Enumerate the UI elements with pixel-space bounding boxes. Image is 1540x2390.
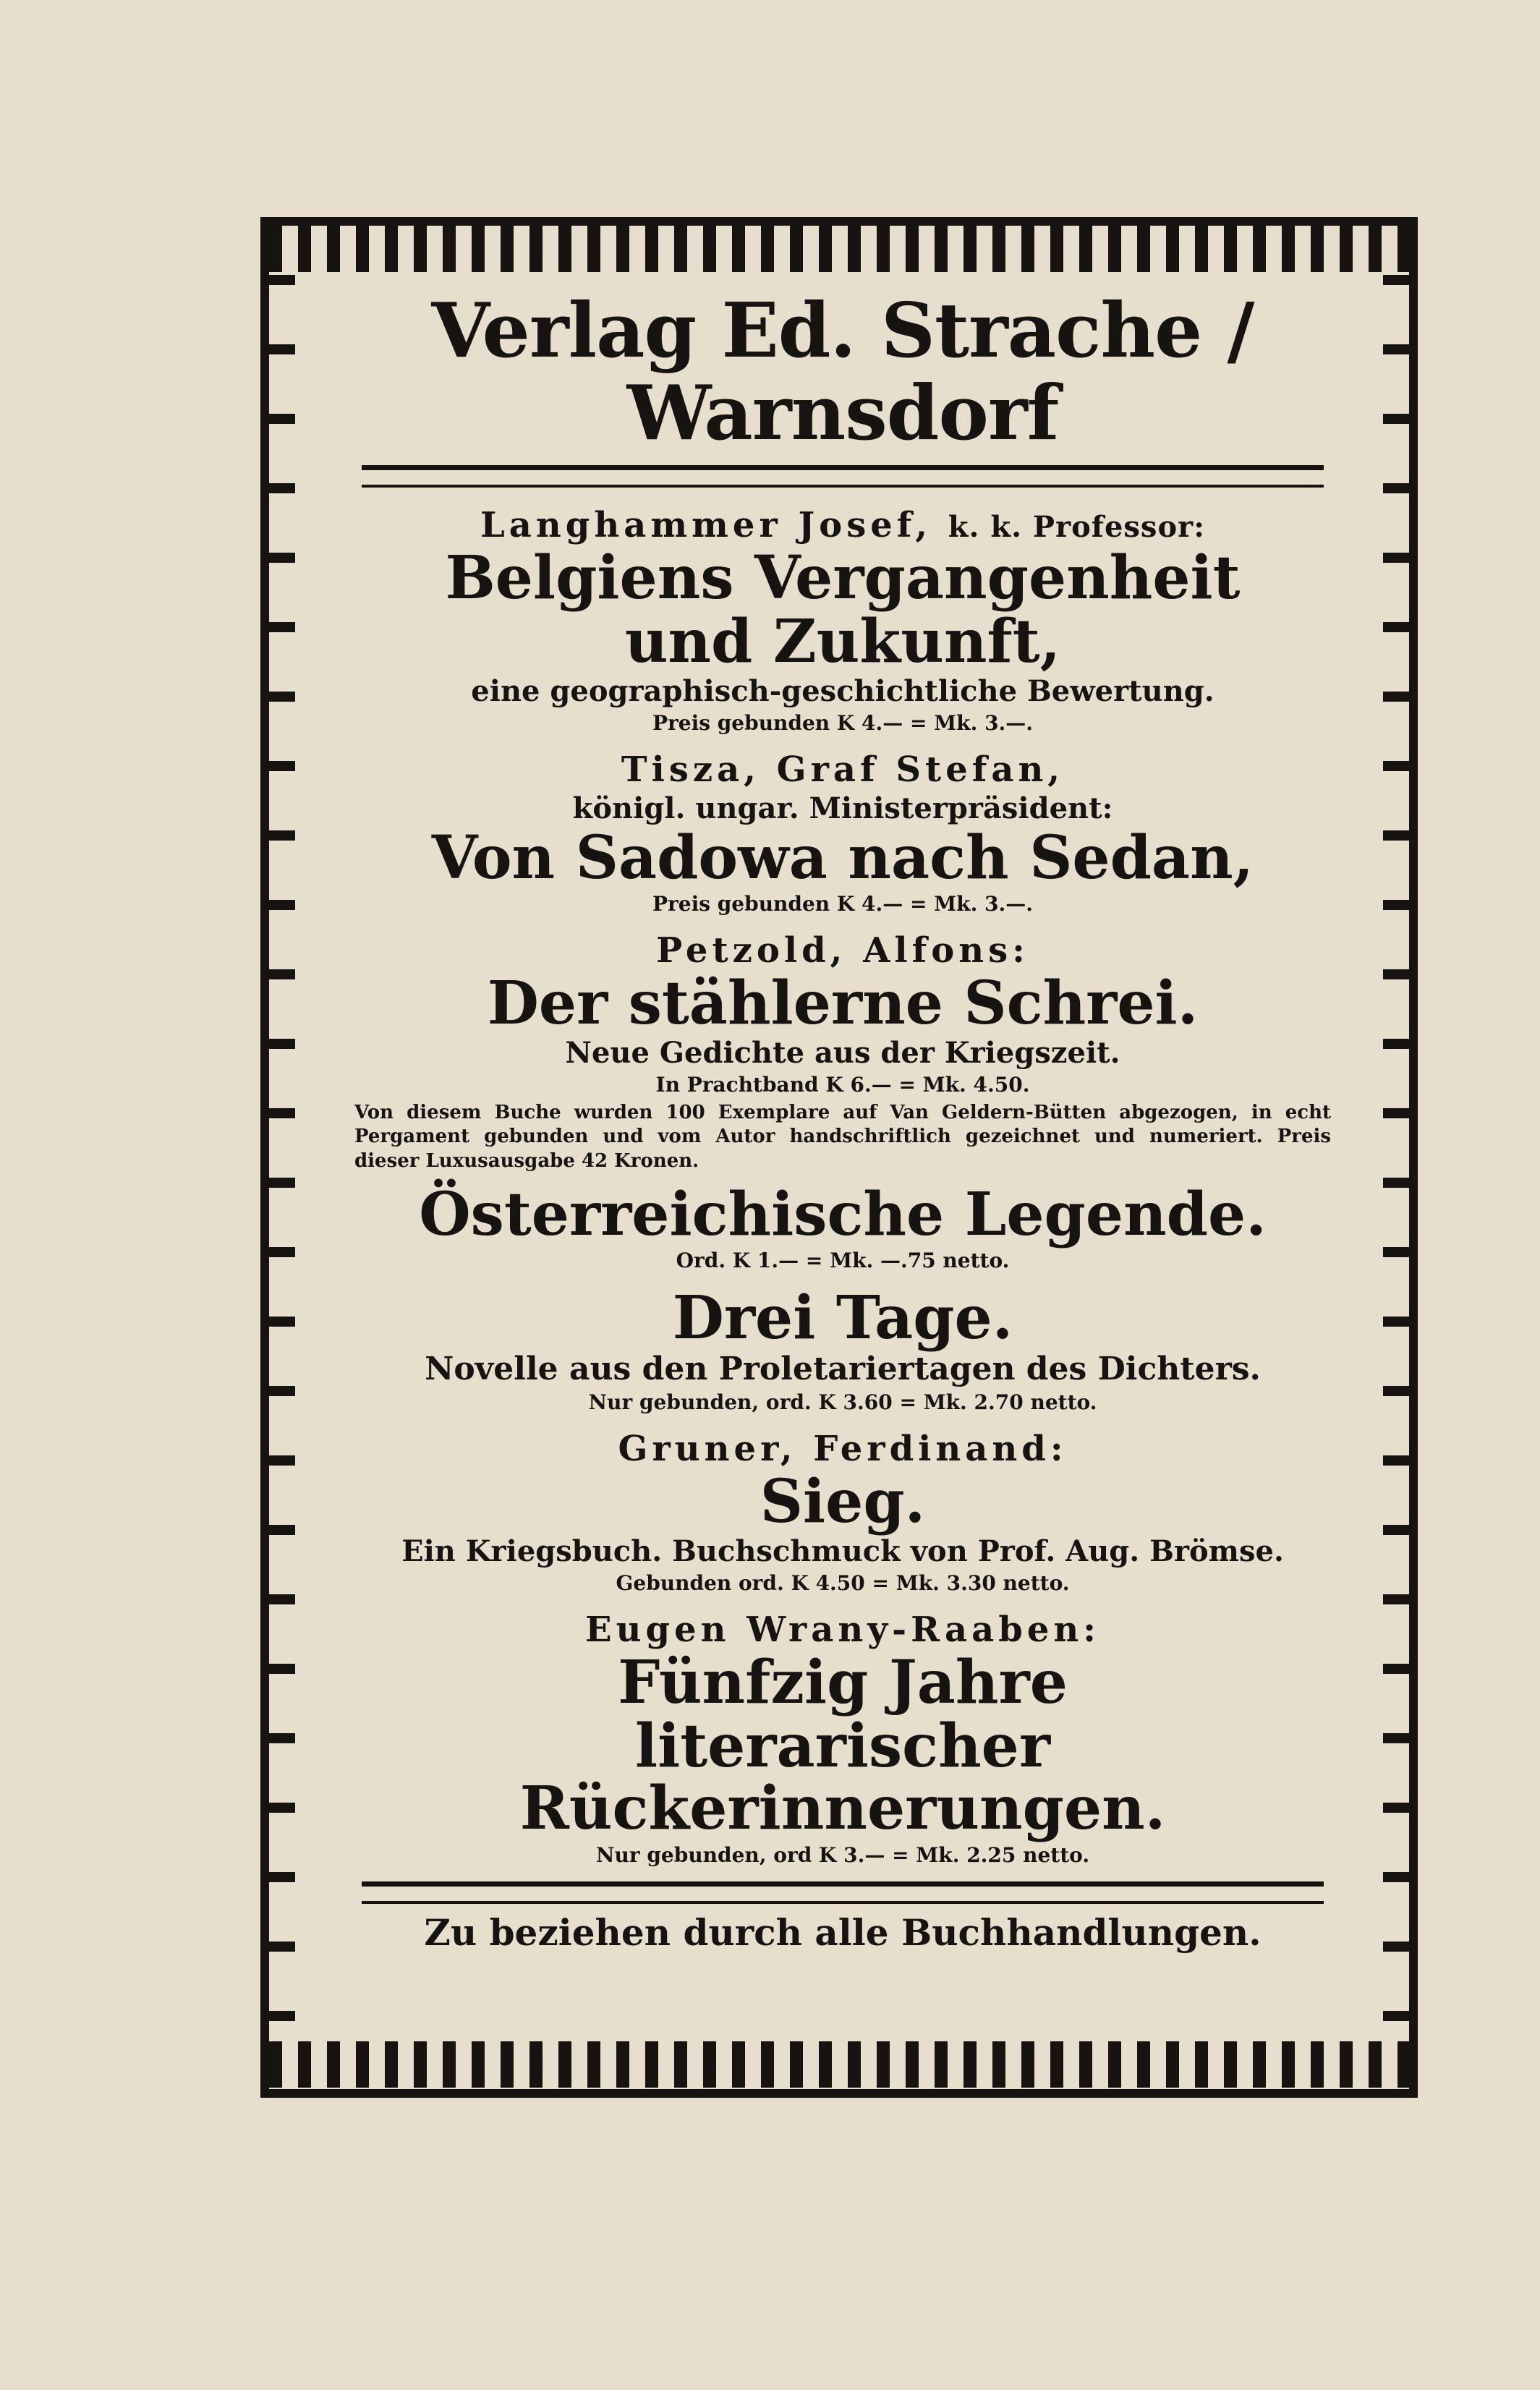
book-title: Drei Tage. bbox=[672, 1283, 1013, 1353]
book-entry bbox=[333, 930, 1353, 1173]
book-title: Sieg. bbox=[760, 1467, 926, 1537]
book-entry bbox=[333, 1429, 1353, 1595]
book-entry bbox=[333, 1609, 1353, 1866]
double-rule bbox=[362, 1881, 1324, 1904]
book-title: und Zukunft, bbox=[624, 606, 1061, 676]
author: Tisza, Graf Stefan, bbox=[621, 749, 1065, 790]
book-title: literarischer Rückerinnerungen. bbox=[519, 1711, 1166, 1844]
author: Gruner, Ferdinand: bbox=[618, 1429, 1068, 1470]
author: Langhammer Josef, k. k. Professor: bbox=[480, 504, 1205, 545]
author: Eugen Wrany-Raaben: bbox=[585, 1609, 1100, 1651]
edition-note: Von diesem Buche wurden 100 Exemplare auf Van Geldern-Bütten abgezogen, in echt Pergament gebunden und vom Autor handschriftlich gezeichnet und numeriert. Preis dieser Luxusausgabe 42 Kronen. bbox=[354, 1102, 1331, 1172]
book-price: Ord. K 1.— = Mk. —.75 netto. bbox=[676, 1249, 1010, 1273]
book-subtitle: eine geographisch-geschichtliche Bewertung. bbox=[471, 673, 1214, 708]
book-subtitle: Ein Kriegsbuch. Buchschmuck von Prof. Aug. Brömse. bbox=[401, 1534, 1284, 1569]
book-entry bbox=[333, 1179, 1353, 1273]
book-subtitle: Neue Gedichte aus der Kriegszeit. bbox=[565, 1036, 1120, 1071]
book-price: Nur gebunden, ord K 3.— = Mk. 2.25 netto. bbox=[595, 1842, 1090, 1867]
author: Petzold, Alfons: bbox=[656, 930, 1029, 971]
book-entry bbox=[333, 1283, 1353, 1415]
book-title: Der stählerne Schrei. bbox=[487, 969, 1199, 1039]
book-price: In Prachtband K 6.— = Mk. 4.50. bbox=[655, 1073, 1030, 1097]
border-ornament-right bbox=[1383, 275, 1409, 2040]
border-ornament-left bbox=[269, 275, 295, 2040]
border-ornament-bottom bbox=[269, 2041, 1409, 2088]
book-entry bbox=[333, 505, 1353, 735]
book-title: Von Sadowa nach Sedan, bbox=[431, 822, 1254, 893]
author-title: königl. ungar. Ministerpräsident: bbox=[572, 791, 1113, 825]
book-subtitle: Novelle aus den Proletariertagen des Dichters. bbox=[425, 1351, 1261, 1388]
book-price: Gebunden ord. K 4.50 = Mk. 3.30 netto. bbox=[616, 1571, 1070, 1596]
footer-text: Zu beziehen durch alle Buchhandlungen. bbox=[424, 1910, 1262, 1954]
book-price: Preis gebunden K 4.— = Mk. 3.—. bbox=[652, 892, 1034, 917]
book-title: Belgiens Vergangenheit bbox=[445, 543, 1241, 613]
border-ornament-top bbox=[269, 226, 1409, 272]
advertisement bbox=[333, 286, 1353, 1954]
publisher-heading: Verlag Ed. Strache / Warnsdorf bbox=[431, 286, 1254, 458]
double-rule bbox=[362, 465, 1324, 488]
book-title: Fünfzig Jahre bbox=[618, 1648, 1068, 1718]
book-title: Österreichische Legende. bbox=[419, 1179, 1267, 1249]
book-price: Nur gebunden, ord. K 3.60 = Mk. 2.70 netto. bbox=[588, 1390, 1097, 1415]
book-entry bbox=[333, 749, 1353, 916]
book-price: Preis gebunden K 4.— = Mk. 3.—. bbox=[652, 710, 1034, 735]
